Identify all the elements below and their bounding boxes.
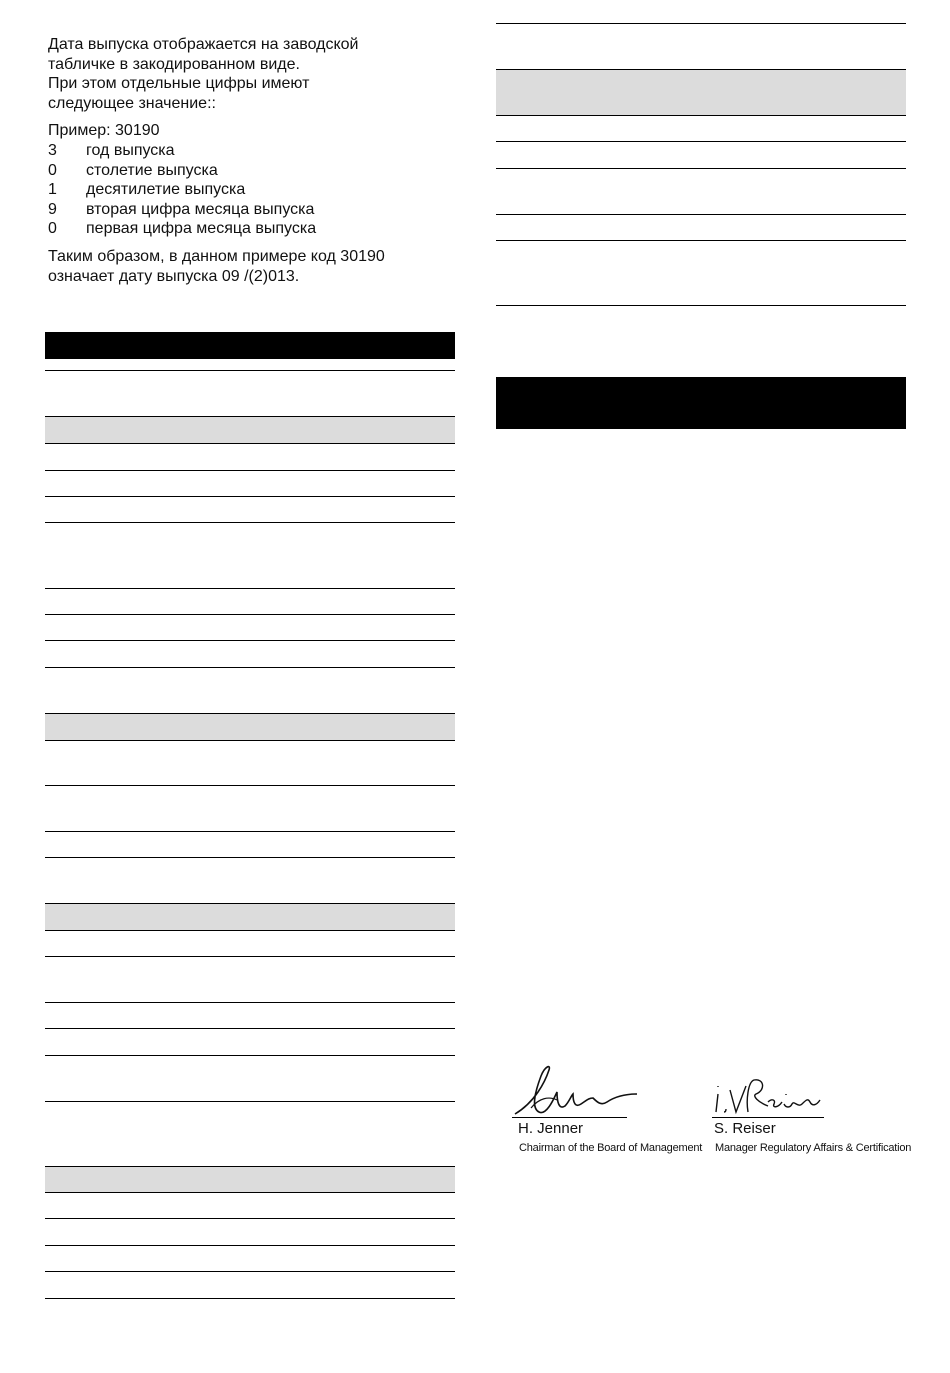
list-item: [48, 141, 316, 161]
meaning: десятилетие выпуска: [86, 181, 246, 198]
table-row: [45, 589, 455, 615]
table-section-row: [496, 70, 906, 116]
signer-name-right: S. Reiser: [714, 1120, 776, 1137]
table-row: [45, 668, 455, 714]
table-row: [45, 832, 455, 858]
intro-line-2: табличке в закодированном виде.: [48, 55, 300, 73]
table-row: [45, 497, 455, 523]
table-row: [45, 615, 455, 641]
intro-line-4: следующее значение::: [48, 94, 216, 112]
table-row: [45, 1246, 455, 1272]
table-row: [45, 1003, 455, 1029]
signature-line: [712, 1117, 824, 1118]
signer-title-left: Chairman of the Board of Management: [519, 1142, 703, 1154]
table-row: [496, 169, 906, 215]
digit: 9: [48, 200, 57, 218]
meaning: год выпуска: [86, 142, 175, 159]
table-row: [45, 1193, 455, 1219]
table-section-row: [45, 904, 455, 931]
handwritten-signature-icon: [505, 1062, 655, 1122]
table-row: [45, 1219, 455, 1246]
table-row: [45, 786, 455, 832]
list-item: [48, 180, 316, 200]
handwritten-signature-icon: [712, 1072, 827, 1118]
signature-jenner: [505, 1062, 655, 1122]
table-section-row: [45, 714, 455, 741]
table-row: [45, 741, 455, 786]
table-row: [45, 1272, 455, 1299]
digit: 1: [48, 181, 57, 198]
table-row: [45, 444, 455, 471]
table-row: [45, 471, 455, 497]
signature-line: [512, 1117, 627, 1118]
conclusion-line-2: означает дату выпуска 09 /(2)013.: [48, 267, 300, 285]
meaning: вторая цифра месяца выпуска: [86, 200, 315, 218]
signer-name-left: H. Jenner: [518, 1120, 584, 1137]
intro-line-1: Дата выпуска отображается на заводской: [48, 36, 359, 53]
table-row: [45, 371, 455, 417]
list-item: [48, 161, 316, 181]
digit: 0: [48, 220, 57, 237]
table-row: [496, 24, 906, 70]
section-header-bar: [496, 377, 906, 429]
digit: 0: [48, 161, 57, 179]
example-label: Пример: 30190: [48, 122, 160, 139]
intro-text: [48, 35, 453, 113]
conclusion-text: [48, 247, 453, 286]
table-row: [45, 1056, 455, 1102]
signature-reiser: [712, 1072, 827, 1118]
table-row: [45, 641, 455, 668]
table-row: [496, 142, 906, 169]
table-section-row: [45, 1167, 455, 1193]
meaning: столетие выпуска: [86, 161, 218, 179]
conclusion-line-1: Таким образом, в данном примере код 30190: [48, 248, 385, 265]
intro-line-3: При этом отдельные цифры имеют: [48, 75, 310, 92]
table-row: [45, 523, 455, 589]
example-list: [48, 141, 316, 239]
meaning: первая цифра месяца выпуска: [86, 220, 317, 237]
table-row: [496, 116, 906, 142]
list-item: [48, 200, 316, 220]
table-row: [45, 858, 455, 904]
table-row: [45, 931, 455, 957]
list-item: [48, 219, 316, 239]
table-row: [496, 241, 906, 306]
signer-title-right: Manager Regulatory Affairs & Certification: [715, 1142, 912, 1154]
table-row: [496, 215, 906, 241]
table-header-bar: [45, 332, 455, 359]
table-row: [45, 957, 455, 1003]
table-row: [45, 1102, 455, 1167]
table-section-row: [45, 417, 455, 444]
table-row: [45, 1029, 455, 1056]
digit: 3: [48, 142, 57, 159]
